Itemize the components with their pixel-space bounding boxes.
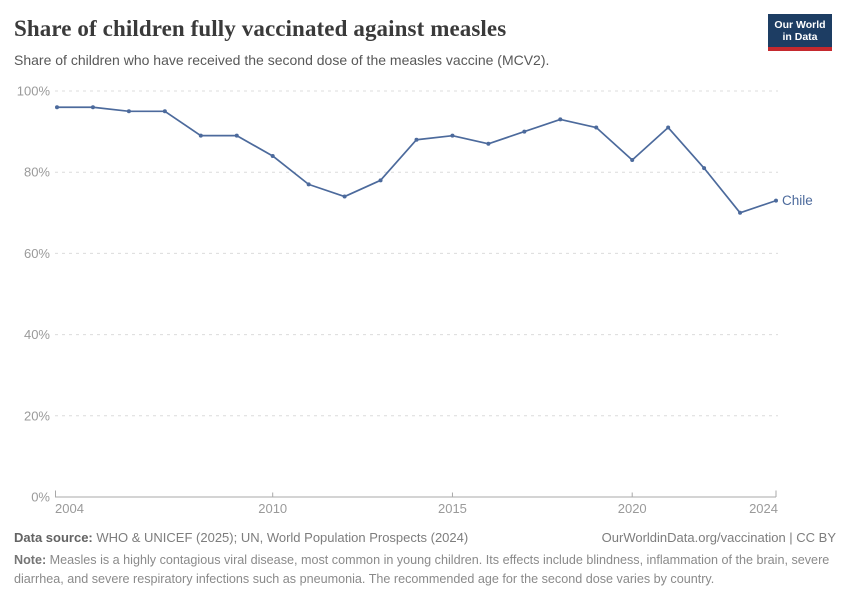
data-point-chile-2012[interactable] — [343, 195, 347, 199]
data-point-chile-2017[interactable] — [522, 130, 526, 134]
data-source-text: WHO & UNICEF (2025); UN, World Population Prospects (2024) — [92, 530, 469, 545]
data-point-chile-2023[interactable] — [738, 211, 742, 215]
x-tick-label-2020: 2020 — [617, 501, 647, 516]
y-tick-label-100: 100% — [16, 83, 50, 99]
data-point-chile-2008[interactable] — [199, 134, 203, 138]
data-point-chile-2007[interactable] — [163, 109, 167, 113]
chart-subtitle: Share of children who have received the second dose of the measles vaccine (MCV2). — [14, 52, 550, 68]
y-tick-label-20: 20% — [23, 408, 50, 424]
data-point-chile-2011[interactable] — [307, 182, 311, 186]
data-point-chile-2024[interactable] — [774, 199, 778, 203]
data-point-chile-2015[interactable] — [450, 134, 454, 138]
data-source — [14, 530, 468, 545]
y-tick-label-0: 0% — [31, 489, 50, 505]
data-point-chile-2018[interactable] — [558, 117, 562, 121]
x-tick-label-2015: 2015 — [437, 501, 467, 516]
chart-note — [14, 551, 834, 589]
page-title: Share of children fully vaccinated against measles — [14, 16, 507, 41]
data-source-label: Data source: — [14, 530, 93, 545]
y-tick-label-80: 80% — [23, 164, 50, 180]
data-point-chile-2006[interactable] — [127, 109, 131, 113]
y-tick-label-40: 40% — [23, 327, 50, 343]
data-point-chile-2010[interactable] — [271, 154, 275, 158]
data-point-chile-2019[interactable] — [594, 126, 598, 130]
data-point-chile-2013[interactable] — [379, 178, 383, 182]
data-point-chile-2016[interactable] — [486, 142, 490, 146]
series-line-chile[interactable] — [57, 107, 776, 213]
x-tick-label-2004: 2004 — [55, 501, 84, 516]
owid-logo-line1: Our World — [774, 18, 826, 31]
data-point-chile-2020[interactable] — [630, 158, 634, 162]
footer-source-row — [14, 530, 836, 545]
owid-attribution-link[interactable]: OurWorldinData.org/vaccination | CC BY — [601, 530, 836, 545]
data-point-chile-2009[interactable] — [235, 134, 239, 138]
data-point-chile-2004[interactable] — [55, 105, 59, 109]
data-point-chile-2022[interactable] — [702, 166, 706, 170]
note-text: Measles is a highly contagious viral disease, most common in young children. Its effects include blindness, inflammation of the brain, severe diarrhea, and severe respiratory infections such as pneumonia. The recommended age for the second dose varies by country. — [14, 553, 830, 586]
series-label-chile[interactable]: Chile — [782, 193, 813, 209]
data-point-chile-2014[interactable] — [415, 138, 419, 142]
y-tick-label-60: 60% — [23, 245, 50, 261]
x-tick-label-2024: 2024 — [749, 501, 778, 516]
note-label: Note: — [14, 553, 47, 567]
x-tick-label-2010: 2010 — [258, 501, 288, 516]
data-point-chile-2021[interactable] — [666, 126, 670, 130]
owid-logo-line2: in Data — [782, 30, 818, 43]
data-point-chile-2005[interactable] — [91, 105, 95, 109]
